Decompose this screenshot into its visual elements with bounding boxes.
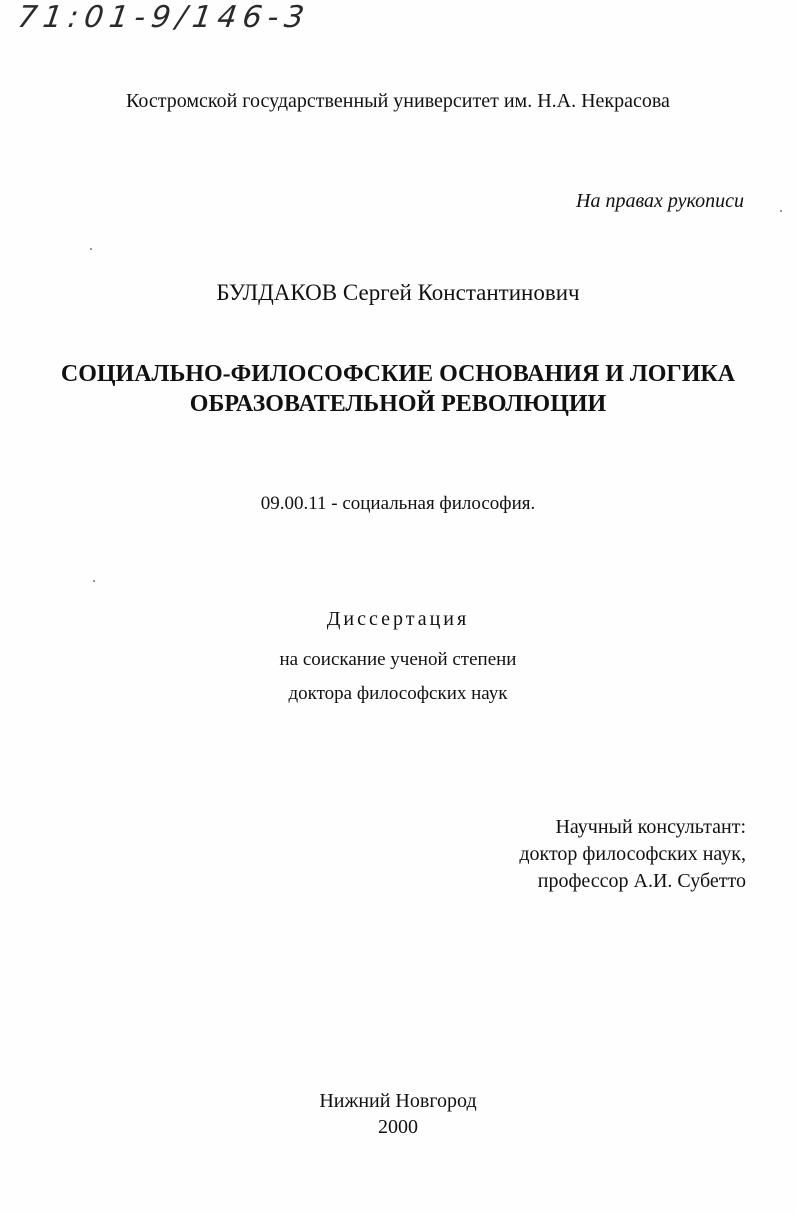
scientific-consultant xyxy=(519,814,746,895)
consultant-label: Научный консультант: xyxy=(555,816,746,838)
author-name: БУЛДАКОВ Сергей Константинович xyxy=(216,280,580,305)
dissertation-title xyxy=(0,359,796,419)
consultant-degree: доктор философских наук, xyxy=(519,843,746,865)
scan-speck xyxy=(93,580,95,582)
title-line-1: СОЦИАЛЬНО-ФИЛОСОФСКИЕ ОСНОВАНИЯ И ЛОГИКА xyxy=(60,361,736,387)
handwritten-archive-code: 71:01-9/146-3 xyxy=(15,0,313,35)
university-name: Костромской государственный университет им. Н.А. Некрасова xyxy=(126,90,670,112)
degree-line-2: доктора философских наук xyxy=(288,683,508,704)
manuscript-note: На правах рукописи xyxy=(576,190,744,212)
document-type: Диссертация xyxy=(326,608,470,630)
scan-speck xyxy=(90,248,92,250)
year: 2000 xyxy=(378,1116,418,1138)
degree-line-1: на соискание ученой степени xyxy=(279,649,517,670)
consultant-name: профессор А.И. Субетто xyxy=(537,870,746,892)
city: Нижний Новгород xyxy=(319,1090,477,1112)
scan-speck xyxy=(780,210,782,212)
specialty-code: 09.00.11 - социальная философия. xyxy=(260,493,536,514)
title-line-2: ОБРАЗОВАТЕЛЬНОЙ РЕВОЛЮЦИИ xyxy=(189,391,607,417)
